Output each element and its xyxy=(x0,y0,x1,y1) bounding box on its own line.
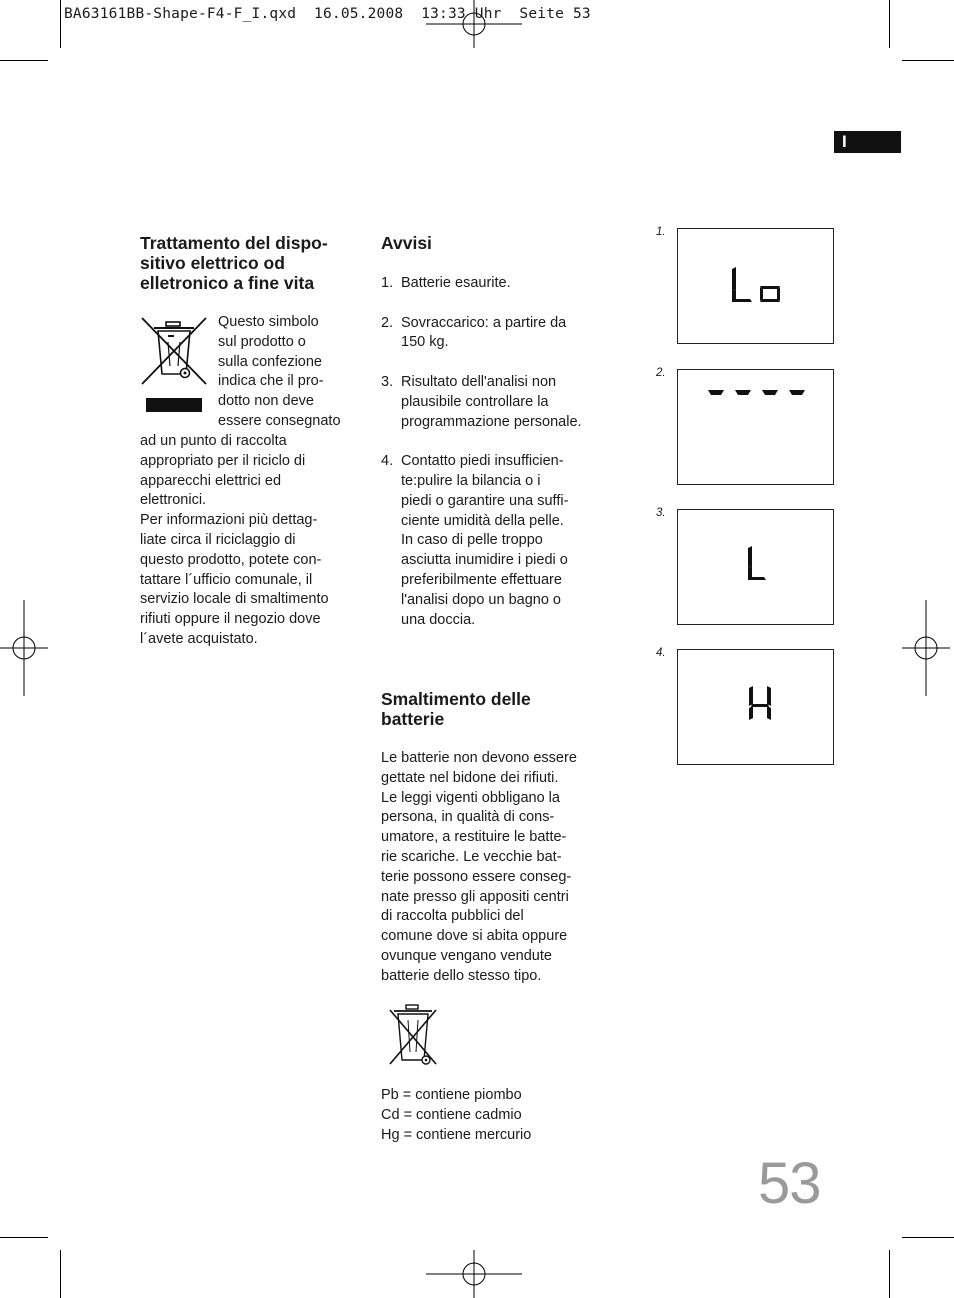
warnings-section xyxy=(381,233,606,650)
warnings-title: Avvisi xyxy=(381,233,432,253)
crop-mark xyxy=(0,60,48,61)
list-item: 2. Sovraccarico: a partire da 150 kg. xyxy=(381,314,567,351)
battery-text: Le batterie non devono essere gettate nel bidone dei rifiuti. Le leggi vigenti obbligano la persona, in qualità di cons- umatore, a restituire le batte- rie scariche. Le vecchie bat- terie possono essere conseg- nate presso gli appositi centri di raccolta pubblici del comune dove si abita oppure ovunque vengano vendute batterie dello stesso tipo. xyxy=(381,750,577,984)
crop-mark xyxy=(889,1250,890,1298)
battery-bin-icon xyxy=(386,1002,442,1070)
battery-section xyxy=(381,689,606,987)
crop-mark xyxy=(902,60,954,61)
page-number: 53 xyxy=(758,1151,821,1216)
battery-title: Smaltimento delle batterie xyxy=(381,689,531,729)
crossed-out-wheelie-bin-icon xyxy=(140,316,210,416)
display-label-2: 2. xyxy=(656,367,666,379)
crop-mark xyxy=(60,0,61,48)
display-label-3: 3. xyxy=(656,507,666,519)
display-panel-h xyxy=(677,649,834,765)
registration-mark-bottom xyxy=(426,1250,522,1298)
display-label-1: 1. xyxy=(656,226,666,238)
list-item: 4. Contatto piedi insufficien- te:pulire la bilancia o i piedi o garantire una suffi- ciente umidità della pelle. In caso di pelle troppo asciutta inumidire i piedi o preferibilmente effettuare l'analisi dopo un bagno o una doccia. xyxy=(381,453,569,628)
lcd-reading-h xyxy=(678,650,833,764)
weee-section xyxy=(140,233,355,293)
registration-mark-right xyxy=(902,600,950,696)
print-slug-line: BA63161BB-Shape-F4-F_I.qxd 16.05.2008 13:33 Uhr Seite 53 xyxy=(64,6,591,22)
warnings-list xyxy=(381,274,606,630)
language-tab: I xyxy=(834,131,901,153)
weee-title: Trattamento del dispo- sitivo elettrico od elletronico a fine vita xyxy=(140,233,328,293)
display-panel-lo xyxy=(677,228,834,344)
lcd-reading-l xyxy=(678,510,833,624)
list-item: 3. Risultato dell'analisi non plausibile controllare la programmazione personale. xyxy=(381,373,582,430)
list-item: 1. Batterie esaurite. xyxy=(381,275,511,291)
crop-mark xyxy=(902,1237,954,1238)
lcd-reading-dashes xyxy=(678,370,833,484)
display-label-4: 4. xyxy=(656,647,666,659)
lcd-reading-lo xyxy=(678,229,833,343)
display-panel-l xyxy=(677,509,834,625)
display-panel-dashes xyxy=(677,369,834,485)
weee-text-body: ad un punto di raccolta appropriato per il riciclo di apparecchi elettrici ed elettronici. Per informazioni più dettag- liate circa il riciclaggio di questo prodotto, potete con- tattare l´ufficio comunale, il servizio locale di smaltimento rifiuti oppure il negozio dove l´avete acquistato. xyxy=(140,433,329,647)
registration-mark-left xyxy=(0,600,48,696)
crop-mark xyxy=(889,0,890,48)
crop-mark xyxy=(60,1250,61,1298)
weee-text-beside-icon: Questo simbolo sul prodotto o sulla confezione indica che il pro- dotto non deve essere consegnato xyxy=(218,314,341,429)
crop-mark xyxy=(0,1237,48,1238)
chemical-legend: Pb = contiene piombo Cd = contiene cadmio Hg = contiene mercurio xyxy=(381,1087,532,1143)
